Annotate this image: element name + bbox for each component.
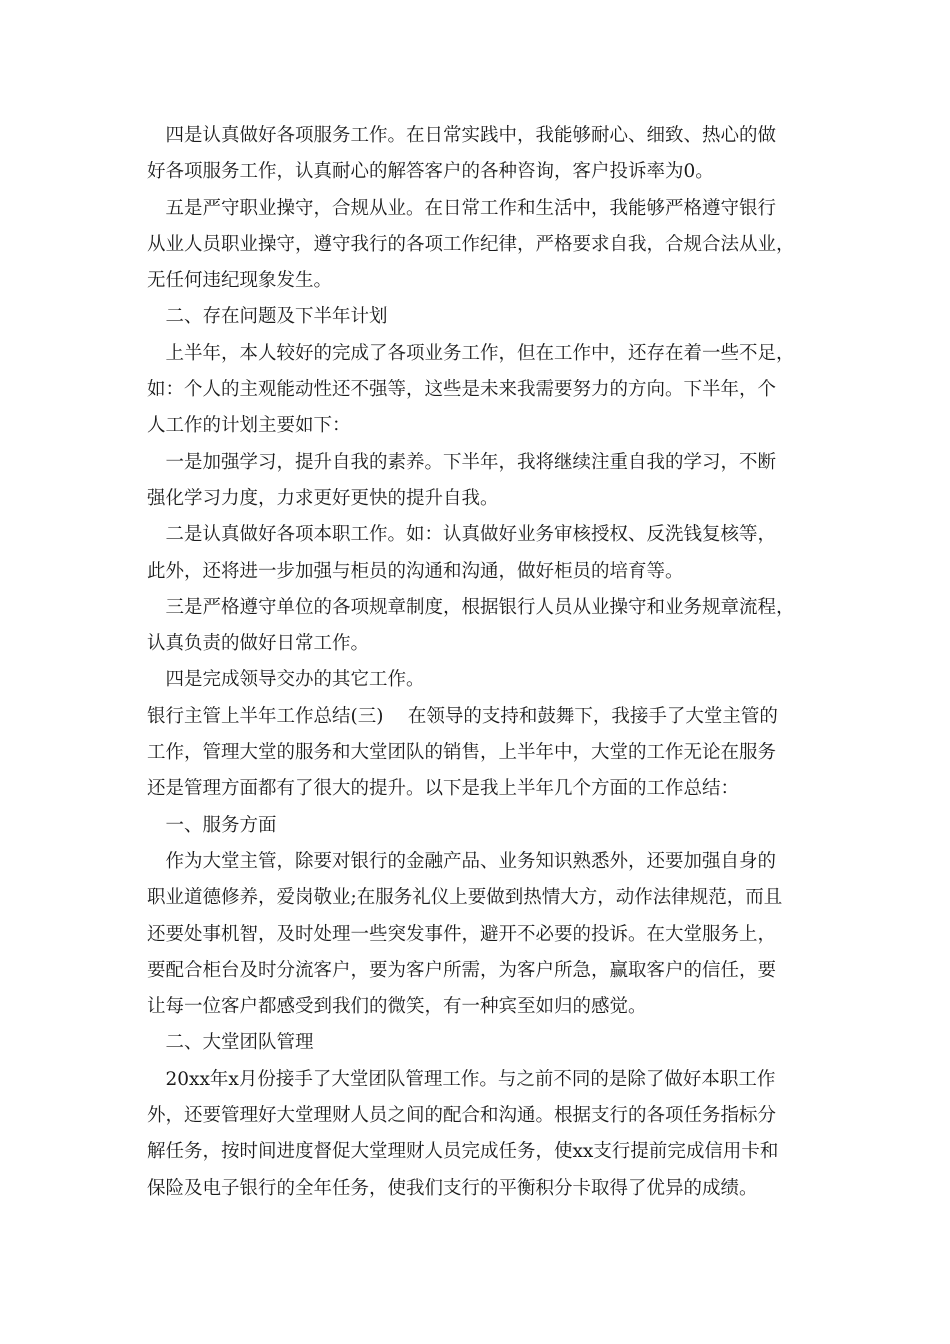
text-line: 外，还要管理好大堂理财人员之间的配合和沟通。根据支行的各项任务指标分: [147, 1105, 777, 1127]
text-line: 还是管理方面都有了很大的提升。以下是我上半年几个方面的工作总结：: [147, 778, 740, 800]
text-line: 解任务，按时间进度督促大堂理财人员完成任务，使xx支行提前完成信用卡和: [147, 1141, 779, 1163]
text-line: 作为大堂主管，除要对银行的金融产品、业务知识熟悉外，还要加强自身的: [147, 850, 777, 872]
text-line: 二、大堂团队管理: [147, 1032, 314, 1054]
section-heading: [147, 808, 807, 844]
text-line: 工作，管理大堂的服务和大堂团队的销售，上半年中，大堂的工作无论在服务: [147, 742, 777, 764]
text-line: 四是完成领导交办的其它工作。: [147, 669, 425, 691]
paragraph: [147, 517, 807, 590]
paragraph: [147, 662, 807, 698]
text-line: 20xx年x月份接手了大堂团队管理工作。与之前不同的是除了做好本职工作: [147, 1068, 776, 1090]
text-line: 好各项服务工作，认真耐心的解答客户的各种咨询，客户投诉率为0。: [147, 161, 714, 183]
text-line: 五是严守职业操守，合规从业。在日常工作和生活中，我能够严格遵守银行: [147, 197, 777, 219]
text-line: 上半年，本人较好的完成了各项业务工作，但在工作中，还存在着一些不足，: [147, 342, 795, 364]
document-body: [147, 118, 807, 1207]
paragraph: [147, 336, 807, 445]
paragraph: [147, 445, 807, 518]
text-line: 一、服务方面: [147, 814, 277, 836]
section-heading: [147, 1025, 807, 1061]
text-line: 二是认真做好各项本职工作。如：认真做好业务审核授权、反洗钱复核等，: [147, 524, 777, 546]
text-line: 要配合柜台及时分流客户，要为客户所需，为客户所急，赢取客户的信任，要: [147, 959, 777, 981]
text-line: 人工作的计划主要如下：: [147, 415, 351, 437]
text-line: 四是认真做好各项服务工作。在日常实践中，我能够耐心、细致、热心的做: [147, 125, 777, 146]
paragraph: [147, 191, 807, 300]
text-line: 无任何违纪现象发生。: [147, 270, 333, 292]
section-heading: [147, 299, 807, 335]
text-line: 银行主管上半年工作总结(三) 在领导的支持和鼓舞下，我接手了大堂主管的: [147, 705, 778, 727]
paragraph: [147, 118, 807, 191]
text-line: 如：个人的主观能动性还不强等，这些是未来我需要努力的方向。下半年，个: [147, 379, 777, 401]
text-line: 此外，还将进一步加强与柜员的沟通和沟通，做好柜员的培育等。: [147, 560, 684, 582]
text-line: 强化学习力度，力求更好更快的提升自我。: [147, 487, 499, 509]
paragraph: [147, 590, 807, 663]
text-line: 二、存在问题及下半年计划: [147, 306, 388, 328]
text-line: 保险及电子银行的全年任务，使我们支行的平衡积分卡取得了优异的成绩。: [147, 1177, 758, 1199]
paragraph: [147, 844, 807, 1025]
text-line: 从业人员职业操守，遵守我行的各项工作纪律，严格要求自我，合规合法从业，: [147, 233, 795, 255]
paragraph: [147, 699, 807, 808]
text-line: 认真负责的做好日常工作。: [147, 633, 370, 655]
text-line: 一是加强学习，提升自我的素养。下半年，我将继续注重自我的学习，不断: [147, 451, 777, 473]
text-line: 让每一位客户都感受到我们的微笑，有一种宾至如归的感觉。: [147, 996, 647, 1018]
paragraph: [147, 1062, 807, 1207]
text-line: 三是严格遵守单位的各项规章制度，根据银行人员从业操守和业务规章流程，: [147, 596, 795, 618]
text-line: 职业道德修养，爱岗敬业;在服务礼仪上要做到热情大方，动作法律规范，而且: [147, 887, 783, 909]
text-line: 还要处事机智，及时处理一些突发事件，避开不必要的投诉。在大堂服务上，: [147, 923, 777, 945]
